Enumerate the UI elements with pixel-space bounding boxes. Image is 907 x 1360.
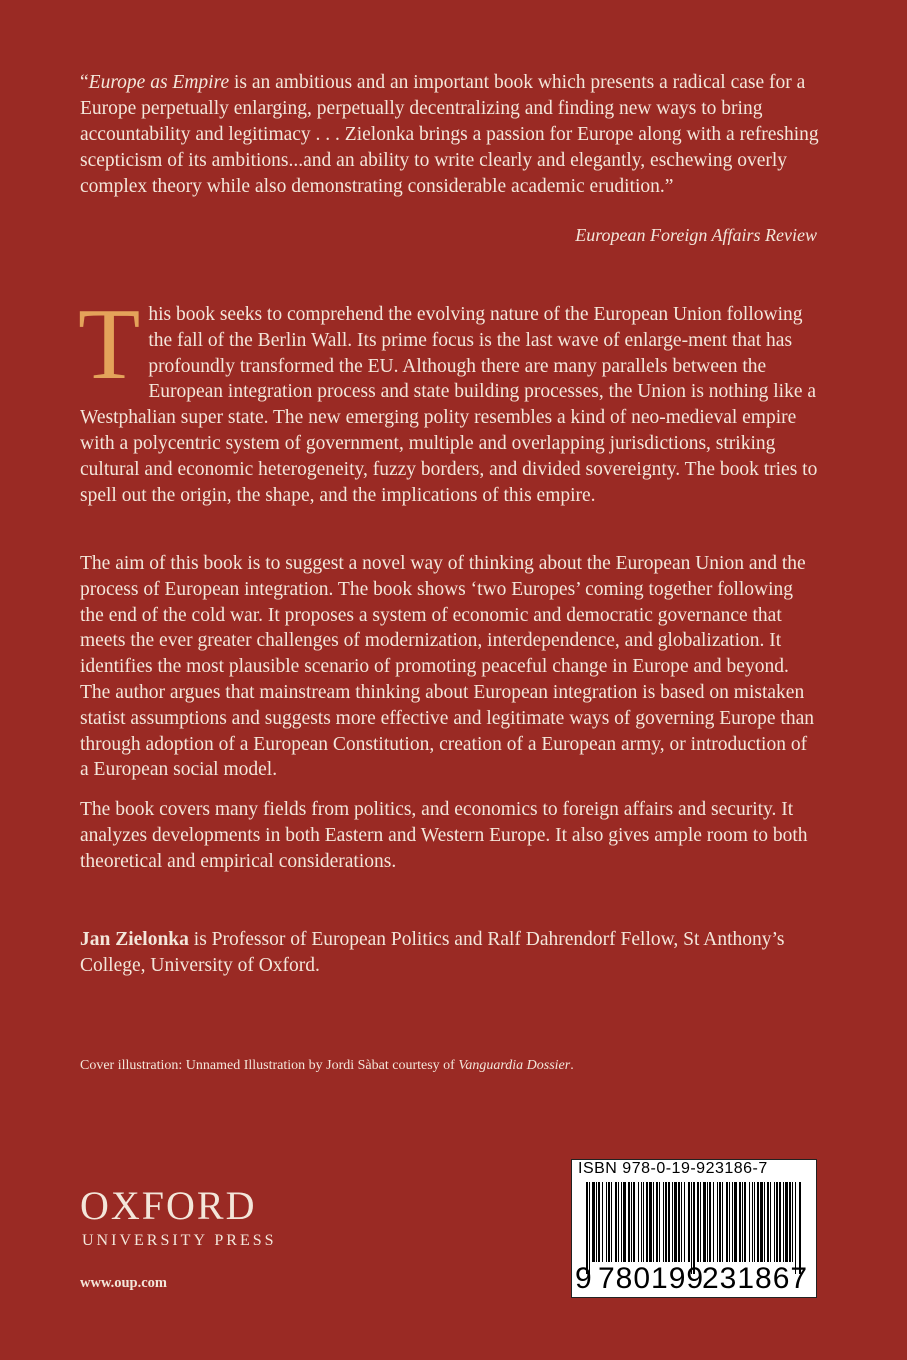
barcode-bar bbox=[592, 1182, 595, 1262]
barcode-bars bbox=[584, 1182, 804, 1274]
publisher-logo-name: OXFORD bbox=[80, 1183, 257, 1228]
barcode-bar bbox=[726, 1182, 728, 1262]
barcode-bar bbox=[717, 1182, 718, 1262]
barcode-bar bbox=[703, 1182, 706, 1262]
barcode-bar bbox=[649, 1182, 652, 1262]
cover-credit bbox=[80, 1057, 574, 1075]
publisher-logo-sub: UNIVERSITY PRESS bbox=[82, 1232, 277, 1249]
barcode-digits-right: 231867 bbox=[702, 1262, 809, 1295]
barcode-bar bbox=[767, 1182, 769, 1262]
barcode-bar bbox=[678, 1182, 680, 1262]
barcode-bar bbox=[776, 1182, 778, 1262]
barcode-bar bbox=[608, 1182, 610, 1262]
quote-open-mark: “ bbox=[80, 72, 89, 93]
barcode-bar bbox=[611, 1182, 612, 1262]
barcode-bar bbox=[697, 1182, 699, 1262]
barcode-bar bbox=[713, 1182, 714, 1262]
barcode-bar bbox=[589, 1182, 590, 1274]
barcode-bar bbox=[754, 1182, 755, 1262]
barcode-bar bbox=[618, 1182, 619, 1262]
barcode-bar bbox=[684, 1182, 685, 1262]
barcode-bar bbox=[638, 1182, 639, 1262]
cover-credit-source: Vanguardia Dossier bbox=[458, 1058, 571, 1073]
author-name: Jan Zielonka bbox=[80, 929, 189, 950]
review-quote bbox=[80, 70, 820, 200]
barcode-bar bbox=[674, 1182, 677, 1262]
barcode-bar bbox=[665, 1182, 667, 1262]
barcode-bar bbox=[663, 1182, 664, 1262]
barcode-bar bbox=[789, 1182, 791, 1262]
cover-credit-end: . bbox=[570, 1058, 574, 1073]
barcode-bar bbox=[770, 1182, 771, 1262]
barcode-bar bbox=[602, 1182, 603, 1262]
barcode-bar bbox=[709, 1182, 711, 1262]
barcode-bar bbox=[760, 1182, 763, 1262]
barcode-bar bbox=[742, 1182, 743, 1262]
barcode-bar bbox=[656, 1182, 658, 1262]
barcode-bar bbox=[596, 1182, 597, 1262]
barcode-bar bbox=[774, 1182, 775, 1262]
barcode-bar bbox=[691, 1182, 692, 1274]
description-paragraph-3-text: The book covers many fields from politics, and economics to foreign affairs and security. It analyzes developments in both Eastern and Western Europe. It also gives ample room to both theoretical and empirical considerations. bbox=[80, 799, 808, 872]
description-paragraph-3 bbox=[80, 797, 820, 874]
cover-credit-text: Cover illustration: Unnamed Illustration by Jordi Sàbat courtesy of bbox=[80, 1058, 459, 1073]
barcode-bar bbox=[744, 1182, 746, 1262]
barcode-bar bbox=[764, 1182, 765, 1262]
quote-book-title: Europe as Empire bbox=[88, 72, 230, 93]
barcode-bar bbox=[749, 1182, 750, 1262]
barcode-bar bbox=[586, 1182, 588, 1274]
barcode-bar bbox=[688, 1182, 690, 1262]
barcode-bar bbox=[653, 1182, 654, 1262]
author-bio bbox=[80, 927, 820, 979]
barcode-bar bbox=[722, 1182, 723, 1262]
barcode-digits-left: 780199 bbox=[598, 1262, 705, 1295]
barcode-bar bbox=[792, 1182, 793, 1262]
barcode-bar bbox=[598, 1182, 600, 1262]
barcode-bar bbox=[752, 1182, 753, 1262]
description-paragraph-2 bbox=[80, 551, 820, 783]
barcode-bar bbox=[779, 1182, 781, 1262]
barcode-bar bbox=[785, 1182, 788, 1262]
barcode-bar bbox=[681, 1182, 682, 1262]
review-source: European Foreign Affairs Review bbox=[575, 225, 817, 245]
description-paragraph-1 bbox=[78, 288, 820, 508]
barcode-bar bbox=[606, 1182, 607, 1262]
publisher-website[interactable]: www.oup.com bbox=[80, 1275, 168, 1291]
barcode-bar bbox=[707, 1182, 708, 1262]
barcode-bar bbox=[641, 1182, 642, 1262]
barcode-bar bbox=[643, 1182, 644, 1262]
quote-text: is an ambitious and an important book which presents a radical case for a Europe perpetually enlarging, perpetually decentralizing and finding new ways to bring accountability and legitimacy . . . Zielonka brings a passion for Europe along with a refreshing scepticism of its ambitions...and an ability to write clearly and elegantly, eschewing overly complex theory while also demonstrating considerable academic erudition.” bbox=[80, 72, 819, 197]
barcode-bar bbox=[633, 1182, 635, 1262]
barcode-bar bbox=[646, 1182, 648, 1262]
drop-cap: T bbox=[78, 288, 141, 401]
barcode-bar bbox=[739, 1182, 741, 1262]
barcode-bar bbox=[757, 1182, 759, 1262]
description-paragraph-1-text: his book seeks to comprehend the evolving nature of the European Union following the fall of the Berlin Wall. Its prime focus is the last wave of enlarge-ment that has profoundly transformed the EU. Although there are many parallels between the European integration process and state building processes, the Union is nothing like a Westphalian super state. The new emerging polity resembles a kind of neo-medieval empire with a polycentric system of government, multiple and overlapping jurisdictions, striking cultural and economic heterogeneity, fuzzy borders, and divided sovereignty. The book tries to spell out the origin, the shape, and the implications of this empire. bbox=[80, 304, 818, 506]
barcode-bar bbox=[659, 1182, 660, 1262]
isbn-label: ISBN 978-0-19-923186-7 bbox=[578, 1160, 768, 1177]
barcode-bar bbox=[700, 1182, 701, 1262]
barcode-bar bbox=[623, 1182, 626, 1262]
barcode-bar bbox=[719, 1182, 721, 1262]
barcode-bar bbox=[628, 1182, 630, 1262]
barcode-bar bbox=[732, 1182, 733, 1262]
barcode-bar bbox=[668, 1182, 670, 1262]
barcode bbox=[571, 1159, 817, 1298]
barcode-bar bbox=[693, 1182, 695, 1274]
barcode-bar bbox=[615, 1182, 617, 1262]
barcode-digit-first: 9 bbox=[575, 1262, 592, 1295]
barcode-bar bbox=[734, 1182, 737, 1262]
barcode-bar bbox=[631, 1182, 632, 1262]
barcode-bar bbox=[621, 1182, 622, 1262]
author-bio-text: is Professor of European Politics and Ralf Dahrendorf Fellow, St Anthony’s College, University of Oxford. bbox=[80, 929, 785, 976]
description-paragraph-2-text: The aim of this book is to suggest a novel way of thinking about the European Union and the process of European integration. The book shows ‘two Europes’ coming together following the end of the cold war. It proposes a system of economic and democratic governance that meets the ever greater challenges of modernization, interdependence, and globalization. It identifies the most plausible scenario of promoting peaceful change in Europe and beyond. The author argues that mainstream thinking about European integration is based on mistaken statist assumptions and suggests more effective and legitimate ways of governing Europe than through adoption of a European Constitution, creation of a European army, or introduction of a European social model. bbox=[80, 553, 814, 781]
barcode-bar bbox=[799, 1182, 801, 1274]
barcode-bar bbox=[783, 1182, 784, 1262]
barcode-bar bbox=[795, 1182, 796, 1274]
barcode-bar bbox=[729, 1182, 730, 1262]
barcode-bar bbox=[672, 1182, 673, 1262]
